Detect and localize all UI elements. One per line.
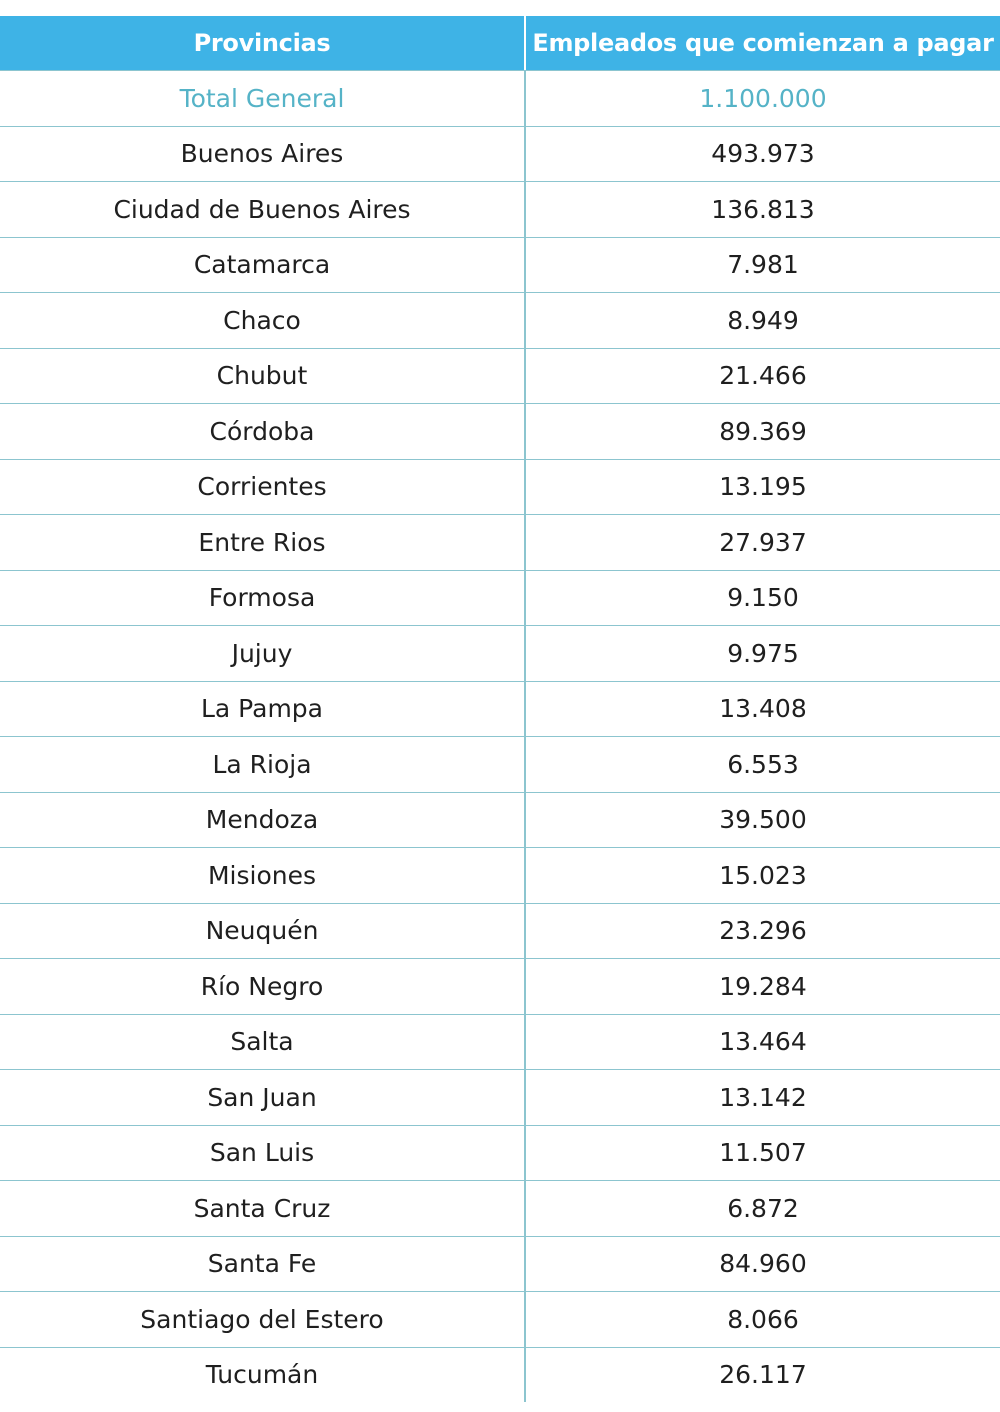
province-name: La Pampa xyxy=(0,682,526,737)
province-name: Salta xyxy=(0,1015,526,1070)
table-row xyxy=(0,626,1000,682)
table-row xyxy=(0,848,1000,904)
employee-count: 9.975 xyxy=(727,638,799,668)
column-header-provinces: Provincias xyxy=(0,16,526,70)
table-row xyxy=(0,127,1000,183)
province-name: Río Negro xyxy=(0,959,526,1014)
employee-count: 6.553 xyxy=(727,749,799,779)
employee-count: 13.142 xyxy=(719,1082,807,1112)
employee-count: 26.117 xyxy=(719,1360,807,1390)
employee-count: 84.960 xyxy=(719,1249,807,1279)
table-row xyxy=(0,1292,1000,1348)
employee-count: 6.872 xyxy=(727,1193,799,1223)
table-row xyxy=(0,515,1000,571)
employee-count: 19.284 xyxy=(719,971,807,1001)
province-name: La Rioja xyxy=(0,737,526,792)
table-row xyxy=(0,793,1000,849)
employee-count: 11.507 xyxy=(719,1138,807,1168)
provinces-table xyxy=(0,16,1000,1402)
table-row xyxy=(0,460,1000,516)
employee-count: 136.813 xyxy=(711,194,815,224)
table-row xyxy=(0,293,1000,349)
employee-count: 7.981 xyxy=(727,250,799,280)
table-row xyxy=(0,1237,1000,1293)
province-name: Santa Fe xyxy=(0,1237,526,1292)
province-name: Córdoba xyxy=(0,404,526,459)
employee-count: 13.195 xyxy=(719,472,807,502)
table-row xyxy=(0,904,1000,960)
column-header-employees: Empleados que comienzan a pagar xyxy=(532,29,994,57)
table-row xyxy=(0,737,1000,793)
province-name: Chubut xyxy=(0,349,526,404)
province-name: Entre Rios xyxy=(0,515,526,570)
employee-count: 13.408 xyxy=(719,694,807,724)
province-name: Corrientes xyxy=(0,460,526,515)
province-name: Ciudad de Buenos Aires xyxy=(0,182,526,237)
employee-count: 15.023 xyxy=(719,860,807,890)
province-name: Tucumán xyxy=(0,1348,526,1403)
table-row xyxy=(0,959,1000,1015)
province-name: Jujuy xyxy=(0,626,526,681)
table-row xyxy=(0,1070,1000,1126)
province-name: Misiones xyxy=(0,848,526,903)
province-name: Formosa xyxy=(0,571,526,626)
table-row xyxy=(0,182,1000,238)
table-row xyxy=(0,404,1000,460)
employee-count: 13.464 xyxy=(719,1027,807,1057)
province-name: Chaco xyxy=(0,293,526,348)
province-name: Catamarca xyxy=(0,238,526,293)
table-row-total xyxy=(0,71,1000,127)
total-value: 1.100.000 xyxy=(699,83,827,113)
employee-count: 8.949 xyxy=(727,305,799,335)
total-label: Total General xyxy=(0,71,526,126)
table-row xyxy=(0,682,1000,738)
table-row xyxy=(0,238,1000,294)
employee-count: 9.150 xyxy=(727,583,799,613)
table-row xyxy=(0,571,1000,627)
employee-count: 8.066 xyxy=(727,1304,799,1334)
table-row xyxy=(0,1126,1000,1182)
employee-count: 39.500 xyxy=(719,805,807,835)
employee-count: 89.369 xyxy=(719,416,807,446)
employee-count: 27.937 xyxy=(719,527,807,557)
province-name: Mendoza xyxy=(0,793,526,848)
province-name: Santa Cruz xyxy=(0,1181,526,1236)
province-name: Neuquén xyxy=(0,904,526,959)
table-row xyxy=(0,1181,1000,1237)
province-name: San Luis xyxy=(0,1126,526,1181)
table-row xyxy=(0,1015,1000,1071)
table-row xyxy=(0,349,1000,405)
employee-count: 21.466 xyxy=(719,361,807,391)
table-row xyxy=(0,1348,1000,1403)
province-name: Buenos Aires xyxy=(0,127,526,182)
province-name: Santiago del Estero xyxy=(0,1292,526,1347)
table-header xyxy=(0,16,1000,70)
table-body xyxy=(0,70,1000,1402)
employee-count: 493.973 xyxy=(711,139,815,169)
province-name: San Juan xyxy=(0,1070,526,1125)
employee-count: 23.296 xyxy=(719,916,807,946)
